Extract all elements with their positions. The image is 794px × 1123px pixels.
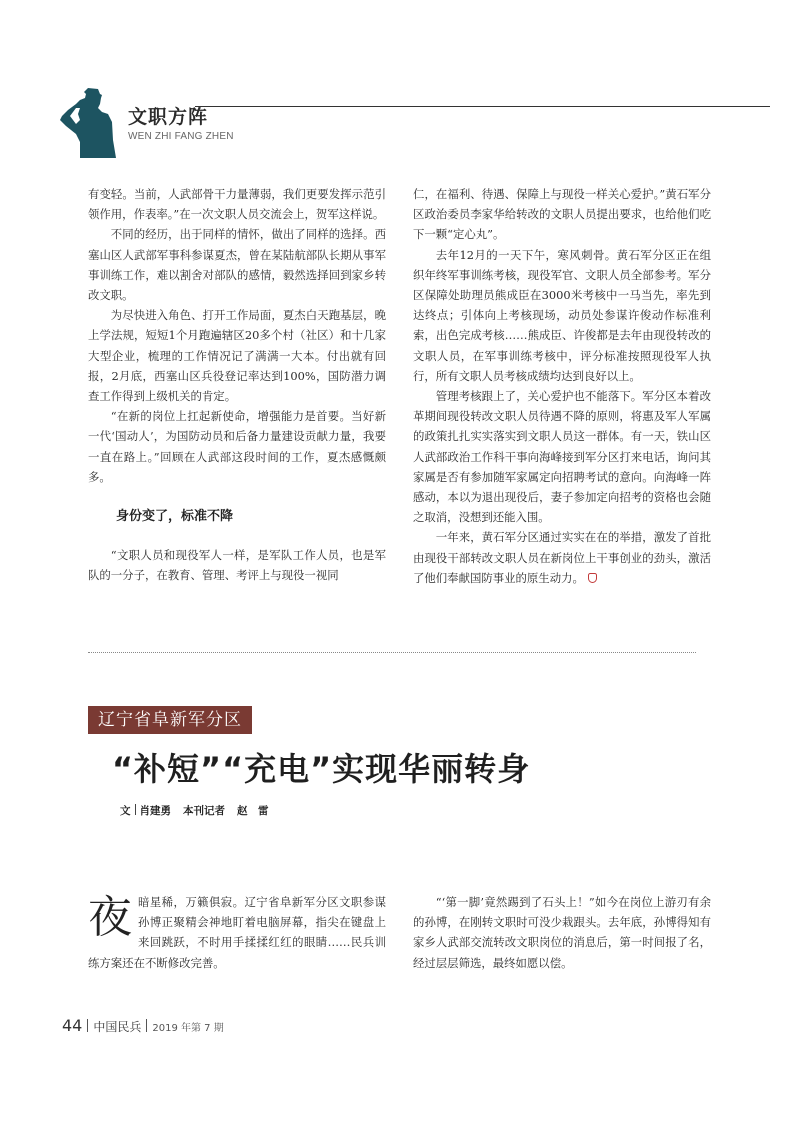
paragraph: 不同的经历，出于同样的情怀，做出了同样的选择。西塞山区人武部军事科参谋夏杰，曾在某陆航部队长期从事军事训练工作，难以割舍对部队的感情，毅然选择回到家乡转改文职。 <box>88 227 386 303</box>
footer-separator <box>87 1019 88 1032</box>
saluting-soldier-icon <box>58 86 122 158</box>
paragraph: “文职人员和现役军人一样，是军队工作人员，也是军队的一分子，在教育、管理、考评上与现役一视同 <box>88 548 386 583</box>
subheading: 身份变了，标准不降 <box>116 509 234 525</box>
byline <box>120 803 269 818</box>
byline-author-1: 肖建勇 <box>139 805 171 817</box>
article2-column-2 <box>413 892 711 973</box>
magazine-name: 中国民兵 <box>93 1020 142 1034</box>
paragraph: “在新的岗位上扛起新使命，增强能力是首要。当好新一代‘国动人’，为国防动员和后备力量建设贡献力量，我要一直在路上。”回顾在人武部这段时间的工作，夏杰感慨颇多。 <box>88 409 386 484</box>
byline-prefix: 文 <box>120 805 131 817</box>
article-headline: “补短”“充电”实现华丽转身 <box>112 750 531 788</box>
article1-column-1 <box>88 184 386 586</box>
article-divider <box>88 652 696 653</box>
section-header <box>58 86 770 162</box>
paragraph-final <box>413 527 711 588</box>
paragraph: 为尽快进入角色、打开工作局面，夏杰白天跑基层，晚上学法规，短短1个月跑遍辖区20多个村（社区）和十几家大型企业，梳理的工作情况记了满满一大本。付出就有回报，2月底，西塞山区兵役登记率达到100%，国防潜力调查工作得到上级机关的肯定。 <box>88 308 386 404</box>
byline-separator <box>135 804 136 815</box>
issue-number: 2019 年第 7 期 <box>152 1023 224 1034</box>
page-footer <box>62 1016 224 1035</box>
shield-end-mark-icon <box>588 573 597 583</box>
page-number: 44 <box>62 1016 83 1035</box>
section-title: 文职方阵 <box>128 106 209 128</box>
header-rule <box>195 106 770 107</box>
article1-column-2 <box>413 184 711 588</box>
paragraph: 仁，在福利、待遇、保障上与现役一样关心爱护。”黄石军分区政治委员李家华给转改的文职人员提出要求，也给他们吃下一颗“定心丸”。 <box>413 187 711 242</box>
article2-column-1 <box>88 892 386 973</box>
byline-author-2: 赵 雷 <box>237 805 269 817</box>
footer-separator <box>146 1019 147 1032</box>
section-pinyin: WEN ZHI FANG ZHEN <box>128 131 234 142</box>
drop-cap: 夜 <box>88 892 132 943</box>
paragraph-text: 暗星稀，万籁俱寂。辽宁省阜新军分区文职参谋孙博正聚精会神地盯着电脑屏幕，指尖在键盘上来回跳跃，不时用手揉揉红红的眼睛……民兵训练方案还在不断修改完善。 <box>88 895 386 970</box>
paragraph: 管理考核跟上了，关心爱护也不能落下。军分区本着改革期间现役转改文职人员待遇不降的原则，将惠及军人军属的政策扎扎实实落实到文职人员这一群体。有一天，铁山区人武部政治工作科干事向海峰接到军分区打来电话，询问其家属是否有参加随军家属定向招聘考试的意向。向海峰一阵感动，本以为退出现役后，妻子参加定向招考的资格也会随之取消，没想到还能入围。 <box>413 389 711 525</box>
paragraph: 去年12月的一天下午，寒风刺骨。黄石军分区正在组织年终军事训练考核，现役军官、文职人员全部参考。军分区保障处助理员熊成臣在3000米考核中一马当先，率先到达终点；引体向上考核现场，动员处参谋许俊动作标准利索，出色完成考核……熊成臣、许俊都是去年由现役转改的文职人员，在军事训练考核中，评分标准按照现役军人执行，所有文职人员考核成绩均达到良好以上。 <box>413 247 711 383</box>
paragraph-text: 一年来，黄石军分区通过实实在在的举措，激发了首批由现役干部转改文职人员在新岗位上干事创业的劲头，激活了他们奉献国防事业的原生动力。 <box>413 530 711 585</box>
paragraph: “‘第一脚’竟然踢到了石头上！”如今在岗位上游刃有余的孙博，在刚转文职时可没少栽跟头。去年底，孙博得知有家乡人武部交流转改文职岗位的消息后，第一时间报了名，经过层层筛选，最终如愿以偿。 <box>413 895 711 970</box>
region-tag: 辽宁省阜新军分区 <box>88 706 252 734</box>
paragraph: 有变轻。当前，人武部骨干力量薄弱，我们更要发挥示范引领作用，作表率。”在一次文职人员交流会上，贺军这样说。 <box>88 187 386 222</box>
byline-reporter-label: 本刊记者 <box>183 805 225 817</box>
paragraph <box>88 892 386 973</box>
